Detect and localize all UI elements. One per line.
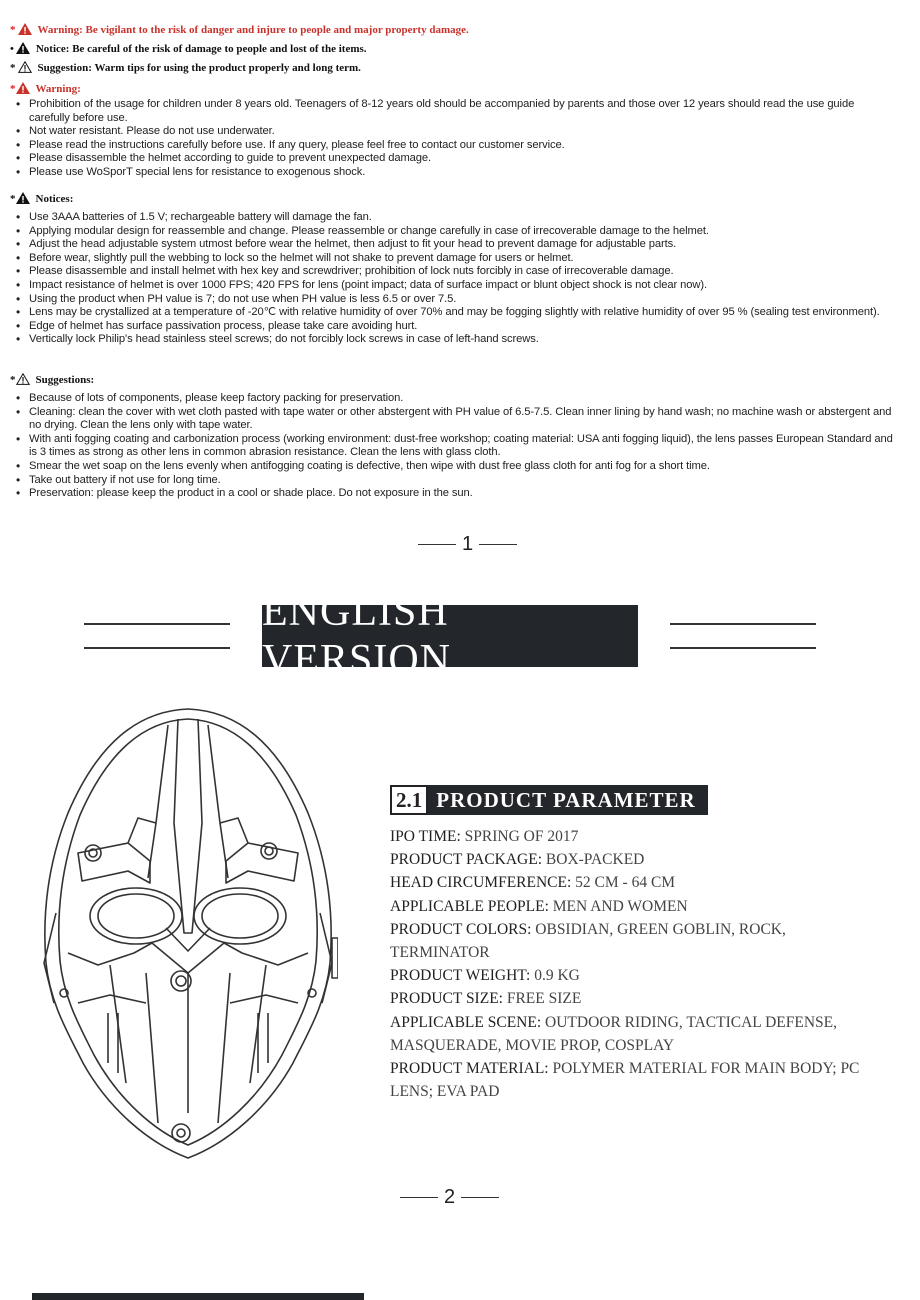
param-key: PRODUCT COLORS: xyxy=(390,920,532,938)
list-item: • Please use WoSporT special lens for resistance to exogenous shock. xyxy=(16,166,896,180)
param-row-weight xyxy=(390,964,870,987)
param-value: 52 CM - 64 CM xyxy=(571,874,676,892)
list-item: • With anti fogging coating and carbonization process (working environment: dust-free workshop; coating material: USA anti fogging liquid), the lens passes European Standard and is 3 times as strong as other lens in common abrasion resistance. Clean the lens with glass cloth. xyxy=(16,433,896,460)
manual-page-2 xyxy=(0,585,920,1300)
section-title: PRODUCT PARAMETER xyxy=(428,785,707,815)
product-parameter-heading xyxy=(390,785,708,815)
notices-heading xyxy=(10,192,73,205)
asterisk-icon: • xyxy=(10,43,14,55)
param-key: APPLICABLE PEOPLE: xyxy=(390,897,549,915)
param-key: IPO TIME: xyxy=(390,828,461,845)
legend-notice-text: Notice: Be careful of the risk of damage to people and lost of the items. xyxy=(35,43,367,55)
param-key: PRODUCT PACKAGE: xyxy=(390,851,543,869)
legend-warning-text: Warning: Be vigilant to the risk of danger and injure to people and major property damage. xyxy=(37,24,469,36)
param-value: POLYMER MATERIAL FOR MAIN BODY; PC LENS; EVA PAD xyxy=(390,1060,860,1101)
suggestions-list xyxy=(16,392,896,501)
asterisk-icon: * xyxy=(10,24,16,36)
param-key: PRODUCT WEIGHT: xyxy=(390,967,531,985)
legend-notice xyxy=(10,42,367,55)
next-section-header-bar xyxy=(32,1293,364,1300)
suggestions-heading xyxy=(10,373,94,386)
suggestion-triangle-icon xyxy=(18,61,32,73)
suggestion-triangle-icon xyxy=(16,373,30,385)
param-row-head-circumference xyxy=(390,871,870,894)
legend-suggestion xyxy=(10,61,361,74)
list-item: • Because of lots of components, please keep factory packing for preservation. xyxy=(16,392,896,406)
page-number-1 xyxy=(418,533,517,556)
list-item: • Cleaning: clean the cover with wet cloth pasted with tape water or other abstergent with PH value of 6.5-7.5. Clean inner lining by hand wash; no machine wash or abstergent and no drying. Clean the lens only with tape water. xyxy=(16,406,896,433)
section-number: 2.1 xyxy=(390,785,428,815)
helmet-mask-illustration xyxy=(38,703,338,1163)
product-parameter-list xyxy=(390,825,870,1103)
english-version-banner: ENGLISH VERSION xyxy=(262,605,638,667)
list-item: • Preservation: please keep the product in a cool or shade place. Do not exposure in the sun. xyxy=(16,487,896,501)
list-item: • Please read the instructions carefully before use. If any query, please feel free to contact our customer service. xyxy=(16,139,896,153)
dash-right xyxy=(479,544,517,545)
list-item: • Lens may be crystallized at a temperature of -20℃ with relative humidity of over 70% and may be fogging slightly with relative humidity of over 95 % (sealing test environment). xyxy=(16,306,896,320)
param-value: 0.9 KG xyxy=(530,967,580,985)
param-value: BOX-PACKED xyxy=(542,851,645,869)
list-item: • Before wear, slightly pull the webbing to lock so the helmet will not shake to prevent damage for users or helmet. xyxy=(16,252,896,266)
param-value: FREE SIZE xyxy=(502,990,582,1008)
banner-rule xyxy=(670,647,816,649)
notice-triangle-icon xyxy=(16,192,30,204)
asterisk-icon: * xyxy=(10,62,16,74)
param-value: OBSIDIAN, GREEN GOBLIN, ROCK, TERMINATOR xyxy=(390,920,786,962)
manual-page-1 xyxy=(0,0,920,585)
page-number-2 xyxy=(400,1186,499,1209)
asterisk-icon: * xyxy=(10,374,16,386)
banner-rule xyxy=(84,623,230,625)
list-item: • Please disassemble and install helmet with hex key and screwdriver; prohibition of lock nuts forcibly in case of irrecoverable damage. xyxy=(16,265,896,279)
asterisk-icon: * xyxy=(10,193,16,205)
page-number-text: 2 xyxy=(444,1186,456,1208)
list-item: • Applying modular design for reassemble and change. Please reassemble or change carefully in case of irrecoverable damage to the helmet. xyxy=(16,225,896,239)
notice-triangle-icon xyxy=(16,42,30,54)
asterisk-icon: * xyxy=(10,83,16,95)
param-key: HEAD CIRCUMFERENCE: xyxy=(390,874,572,892)
list-item: • Not water resistant. Please do not use underwater. xyxy=(16,125,896,139)
warning-heading-text: Warning: xyxy=(35,83,81,95)
list-item: • Edge of helmet has surface passivation process, please take care avoiding hurt. xyxy=(16,320,896,334)
param-key: APPLICABLE SCENE: xyxy=(390,1013,542,1031)
list-item: • Smear the wet soap on the lens evenly when antifogging coating is defective, then wipe with dust free glass cloth for anti fog for a short time. xyxy=(16,460,896,474)
legend-suggestion-text: Suggestion: Warm tips for using the product properly and long term. xyxy=(37,62,361,74)
list-item: • Please disassemble the helmet according to guide to prevent unexpected damage. xyxy=(16,152,896,166)
param-row-applicable-people xyxy=(390,895,870,918)
list-item: • Vertically lock Philip's head stainless steel screws; do not forcibly lock screws in case of left-hand screws. xyxy=(16,333,896,347)
param-value: OUTDOOR RIDING, TACTICAL DEFENSE, MASQUERADE, MOVIE PROP, COSPLAY xyxy=(390,1013,837,1054)
dash-left xyxy=(418,544,456,545)
list-item: • Prohibition of the usage for children under 8 years old. Teenagers of 8-12 years old should be accompanied by parents and those over 12 years should read the use guide carefully before use. xyxy=(16,98,896,125)
param-row-material xyxy=(390,1057,870,1103)
list-item: • Using the product when PH value is 7; do not use when PH value is less 6.5 or over 7.5. xyxy=(16,293,896,307)
warning-triangle-icon xyxy=(18,23,32,35)
param-row-colors xyxy=(390,918,870,964)
warning-list xyxy=(16,98,896,180)
param-value: SPRING OF 2017 xyxy=(460,828,579,845)
page-number-text: 1 xyxy=(462,533,474,555)
dash-right xyxy=(461,1197,499,1198)
list-item: • Take out battery if not use for long time. xyxy=(16,474,896,488)
param-row-scene xyxy=(390,1011,870,1057)
param-key: PRODUCT SIZE: xyxy=(390,990,503,1008)
banner-rule xyxy=(670,623,816,625)
list-item: • Use 3AAA batteries of 1.5 V; rechargeable battery will damage the fan. xyxy=(16,211,896,225)
notices-list xyxy=(16,211,896,347)
param-row-ipo-time xyxy=(390,825,870,848)
suggestions-heading-text: Suggestions: xyxy=(35,374,95,386)
param-key: PRODUCT MATERIAL: xyxy=(390,1060,549,1078)
warning-triangle-icon xyxy=(16,82,30,94)
param-value: MEN AND WOMEN xyxy=(548,897,688,915)
legend-warning xyxy=(10,23,469,36)
param-row-package xyxy=(390,848,870,871)
dash-left xyxy=(400,1197,438,1198)
list-item: • Impact resistance of helmet is over 1000 FPS; 420 FPS for lens (point impact; data of surface impact or blunt object shock is not clear now). xyxy=(16,279,896,293)
banner-rule xyxy=(84,647,230,649)
warning-heading xyxy=(10,82,81,95)
param-row-size xyxy=(390,987,870,1010)
list-item: • Adjust the head adjustable system utmost before wear the helmet, then adjust to fit your head to prevent damage for adjustable parts. xyxy=(16,238,896,252)
notices-heading-text: Notices: xyxy=(35,193,74,205)
